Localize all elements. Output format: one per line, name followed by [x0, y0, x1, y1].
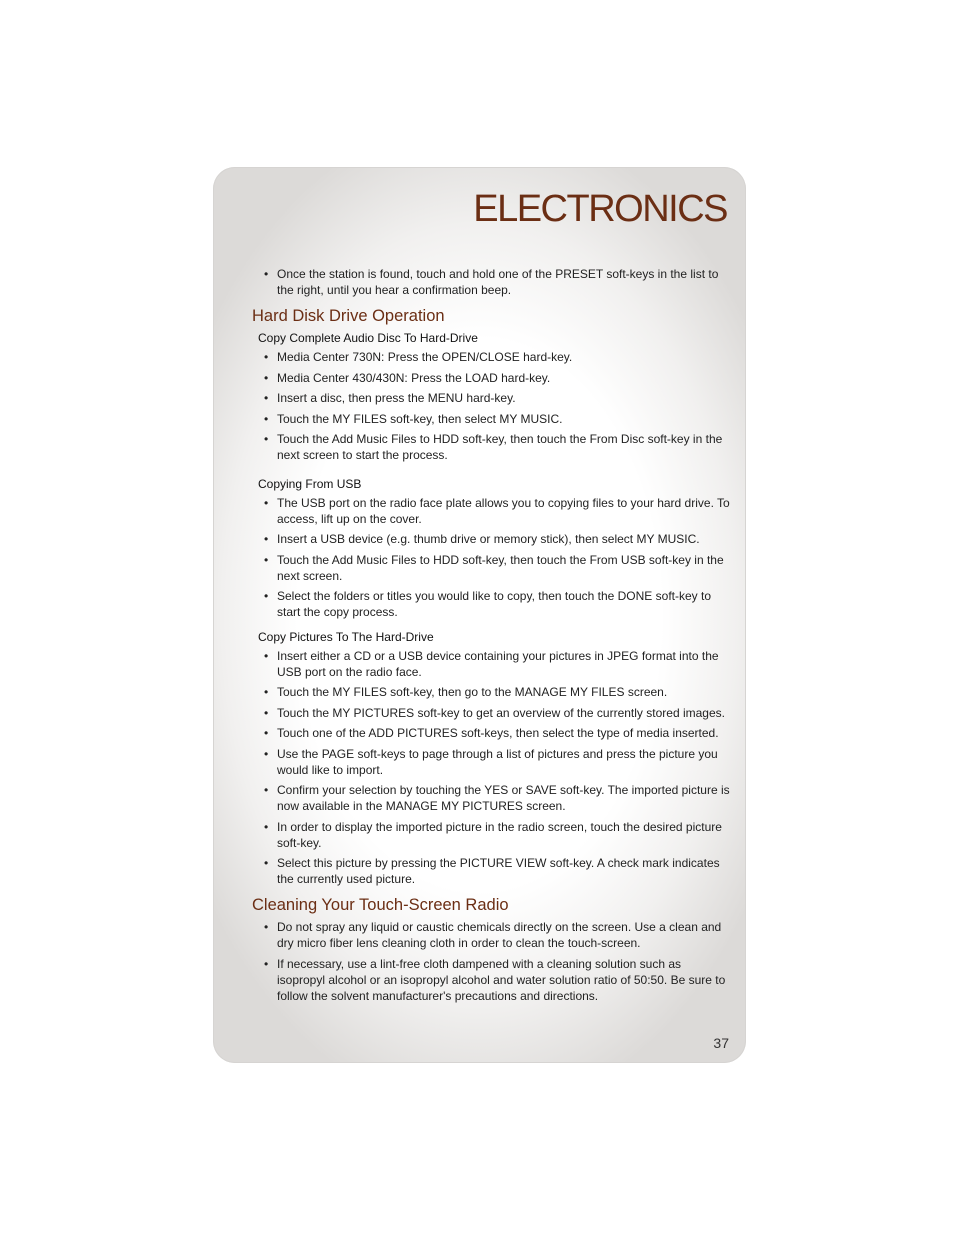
- list-item: • Use the PAGE soft-keys to page through a list of pictures and press the picture you would like to import.: [264, 746, 718, 777]
- subheading-copy-pictures: Copy Pictures To The Hard-Drive: [258, 629, 434, 644]
- list-item: • Touch one of the ADD PICTURES soft-keys, then select the type of media inserted.: [264, 726, 719, 740]
- list-item: • Insert either a CD or a USB device containing your pictures in JPEG format into the USB port on the radio face.: [264, 648, 719, 679]
- section-heading-hdd: Hard Disk Drive Operation: [252, 307, 445, 325]
- list-item: • Touch the MY PICTURES soft-key to get an overview of the currently stored images.: [264, 705, 725, 720]
- page-title: ELECTRONICS: [473, 188, 727, 230]
- page-number: 37: [713, 1035, 729, 1051]
- list-item: • The USB port on the radio face plate allows you to copying files to your hard drive. To access, lift up on the cover.: [264, 495, 730, 526]
- list-item: • Touch the Add Music Files to HDD soft-key, then touch the From Disc soft-key in the next screen to start the process.: [264, 432, 723, 462]
- copy-disc-list: [252, 349, 732, 463]
- subheading-copy-disc: Copy Complete Audio Disc To Hard-Drive: [258, 331, 478, 345]
- copy-pictures-list: [252, 648, 732, 888]
- page-content: [252, 266, 732, 1008]
- list-item: • Do not spray any liquid or caustic chemicals directly on the screen. Use a clean and dry micro fiber lens cleaning cloth in order to clean the touch-screen.: [264, 920, 722, 950]
- list-item: • Media Center 730N: Press the OPEN/CLOSE hard-key.: [264, 350, 573, 364]
- list-item: • Media Center 430/430N: Press the LOAD hard-key.: [264, 370, 551, 385]
- list-item: • Insert a disc, then press the MENU hard-key.: [264, 391, 516, 405]
- subheading-copy-usb: Copying From USB: [258, 476, 362, 491]
- list-item: • In order to display the imported picture in the radio screen, touch the desired picture soft-key.: [264, 819, 722, 850]
- list-item: • Once the station is found, touch and hold one of the PRESET soft-keys in the list to the right, until you hear a confirmation beep.: [264, 267, 719, 297]
- list-item: • Insert a USB device (e.g. thumb drive or memory stick), then select MY MUSIC.: [264, 532, 700, 546]
- list-item: • If necessary, use a lint-free cloth dampened with a cleaning solution such as isopropyl alcohol or an isopropyl alcohol and water solution ratio of 50:50. Be sure to follow the solvent manufacturer's precautions and directions.: [264, 956, 726, 1003]
- section-heading-cleaning: Cleaning Your Touch-Screen Radio: [252, 896, 509, 914]
- list-item: • Confirm your selection by touching the YES or SAVE soft-key. The imported picture is now available in the MANAGE MY PICTURES screen.: [264, 783, 730, 813]
- list-item: • Touch the MY FILES soft-key, then select MY MUSIC.: [264, 411, 563, 426]
- page-panel: [213, 167, 746, 1063]
- list-item: • Touch the MY FILES soft-key, then go to the MANAGE MY FILES screen.: [264, 685, 668, 699]
- list-item: • Select this picture by pressing the PICTURE VIEW soft-key. A check mark indicates the currently used picture.: [264, 856, 720, 886]
- copy-usb-list: [252, 495, 732, 621]
- intro-list: [252, 266, 732, 298]
- cleaning-list: [252, 919, 732, 1004]
- list-item: • Touch the Add Music Files to HDD soft-key, then touch the From USB soft-key in the next screen.: [264, 552, 724, 583]
- list-item: • Select the folders or titles you would like to copy, then touch the DONE soft-key to start the copy process.: [264, 589, 711, 619]
